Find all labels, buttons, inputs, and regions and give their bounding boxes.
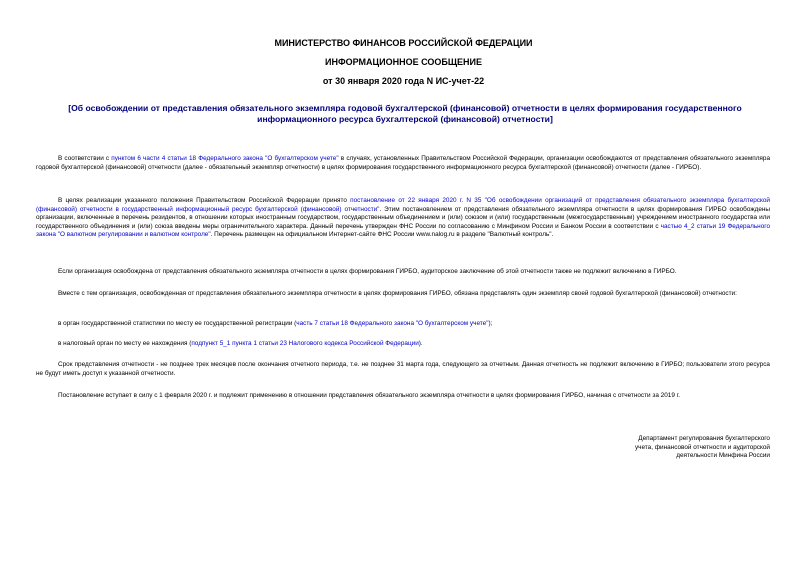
- title-line-2: информационного ресурса бухгалтерской (финансовой) отчетности]: [257, 114, 553, 124]
- paragraph-text: Срок представления отчетности - не позднее трех месяцев после окончания отчетного периода, т.е. не позднее 31 марта года, следующего за отчетным. Данная отчетность не подлежит включению в ГИРБО; пользователи этого ресурса не будут иметь доступ к указанной отчетности.: [36, 361, 770, 377]
- link-accounting-law-part7[interactable]: часть 7 статьи 18 Федерального закона "О бухгалтерском учете": [296, 320, 489, 327]
- paragraph-1: [36, 155, 770, 172]
- paragraph-7: [36, 361, 770, 378]
- paragraph-6: [36, 340, 770, 349]
- paragraph-text: Если организация освобождена от представления обязательного экземпляра отчетности в целях формирования ГИРБО, аудиторское заключение об этой отчетности также не подлежит включению в ГИРБО.: [58, 268, 677, 275]
- link-tax-code-art23[interactable]: подпункт 5_1 пункта 1 статьи 23 Налогового кодекса Российской Федерации: [191, 340, 419, 347]
- paragraph-text: );: [488, 320, 493, 327]
- paragraph-8: [36, 392, 770, 401]
- paragraph-text: ).: [418, 340, 423, 347]
- document-type: ИНФОРМАЦИОННОЕ СООБЩЕНИЕ: [325, 57, 482, 67]
- paragraph-2: [36, 197, 770, 240]
- signature-line-1: Департамент регулирования бухгалтерского: [638, 435, 770, 442]
- paragraph-text: в случаях, установленных Правительством Российской Федерации, организации освобождаются от представления обязательного экземпляра годовой бухгалтерской (финансовой) отчетности (далее - обязательный экземпляр отчетности) в целях формирования государственного информационного ресурса бухгалтерской (финансовой) отчетности (далее - ГИРБО).: [36, 155, 770, 171]
- paragraph-text: в налоговый орган по месту ее нахождения (: [58, 340, 192, 347]
- document-title: [60, 103, 750, 125]
- paragraph-4: [36, 290, 770, 299]
- paragraph-5: [36, 320, 770, 329]
- paragraph-text: . Этим постановлением от представления обязательного экземпляра отчетности в целях формирования ГИРБО освобождены организации, включенные в перечень резидентов, в отношении которых иностранным государством, государственным объединением и (или) союзом и (или) государственным (межгосударственным) учреждением иностранного государства или государственного объединения и (или) союза введены меры ограничительного характера. Данный перечень утвержден ФНС России по согласованию с Минфином России и Банком России в соответствии с: [36, 205, 770, 230]
- link-currency-law-art19[interactable]: частью 4_2 статьи 19 Федерального закона "О валютном регулировании и валютном контроле": [36, 222, 770, 238]
- ministry-name: МИНИСТЕРСТВО ФИНАНСОВ РОССИЙСКОЙ ФЕДЕРАЦИИ: [274, 38, 533, 48]
- signature-line-2: учета, финансовой отчетности и аудиторской: [634, 443, 770, 451]
- paragraph-text: Вместе с тем организация, освобожденная от представления обязательного экземпляра отчетности в целях формирования ГИРБО, обязана представлять один экземпляр своей годовой бухгалтерской (финансовой) отчетности:: [58, 290, 737, 297]
- link-resolution-35[interactable]: постановление от 22 января 2020 г. N 35 "Об освобождении организаций от представления обязательного экземпляра бухгалтерской (финансовой) отчетности в государственный информационный ресурс бухгалтерской (финансовой) отчетности": [36, 197, 770, 213]
- paragraph-text: Постановление вступает в силу с 1 февраля 2020 г. и подлежит применению в отношении представления обязательного экземпляра отчетности в целях формирования ГИРБО, начиная с отчетности за 2019 г.: [58, 392, 680, 399]
- paragraph-text: В соответствии с: [58, 155, 112, 162]
- signature-block: [566, 435, 770, 461]
- paragraph-text: в орган государственной статистики по месту ее государственной регистрации (: [58, 320, 297, 327]
- paragraph-3: [36, 268, 770, 277]
- link-accounting-law-art18[interactable]: пунктом 6 части 4 статьи 18 Федерального закона "О бухгалтерском учете": [111, 155, 339, 162]
- signature-line-3: деятельности Минфина России: [676, 452, 770, 460]
- document-date-number: от 30 января 2020 года N ИС-учет-22: [322, 76, 485, 86]
- paragraph-text: В целях реализации указанного положения Правительством Российской Федерации принято: [58, 197, 351, 204]
- title-line-1: [Об освобождении от представления обязательного экземпляра годовой бухгалтерской (финансовой) отчетности в целях формирования государственного: [68, 103, 742, 113]
- paragraph-text: . Перечень размещен на официальном Интернет-сайте ФНС России www.nalog.ru в разделе "Валютный контроль".: [210, 231, 554, 238]
